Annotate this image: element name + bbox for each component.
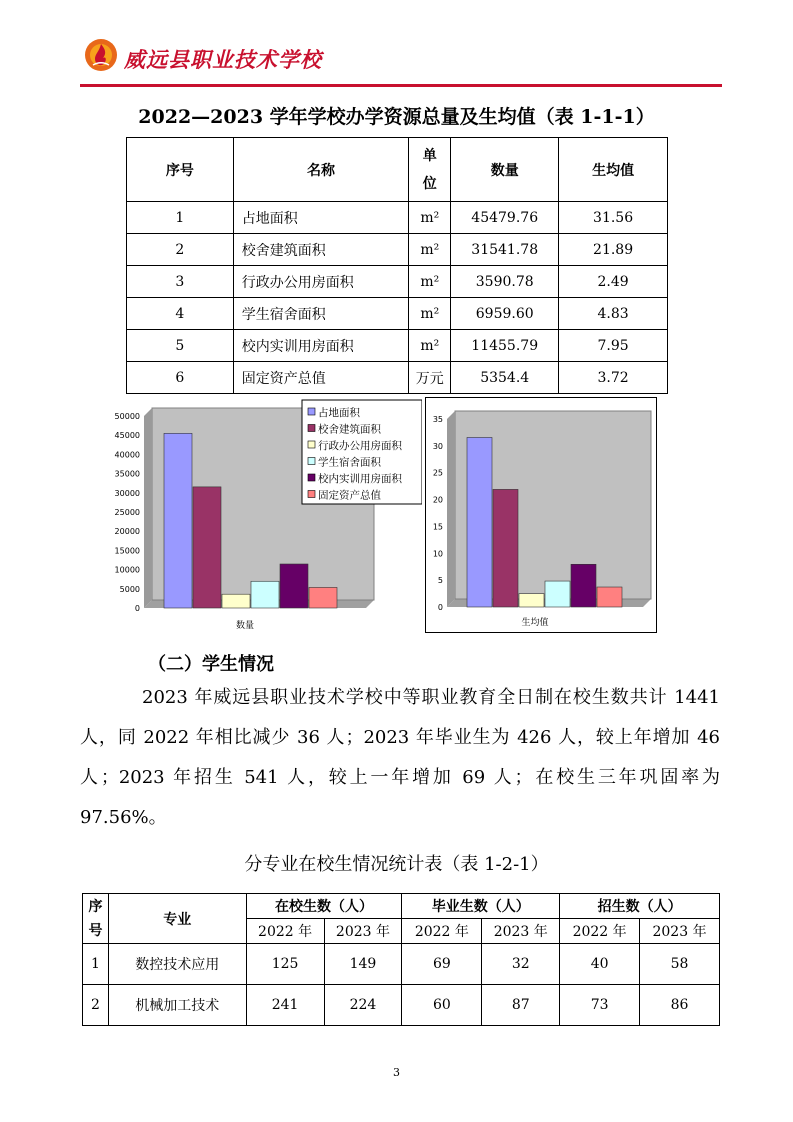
table-row (127, 234, 668, 266)
y-tick-label: 20000 (114, 527, 140, 537)
col-header-year: 2022 年 (560, 919, 640, 944)
cell-no: 4 (127, 298, 234, 330)
y-tick-label: 5000 (119, 584, 140, 594)
cell-major: 数控技术应用 (108, 944, 246, 985)
per-student-bar-chart (425, 397, 657, 633)
school-name: 威远县职业技术学校 (124, 48, 322, 72)
cell-unit: 万元 (409, 362, 451, 394)
bar (222, 594, 250, 608)
cell-value: 58 (640, 944, 720, 985)
cell-value: 73 (560, 985, 640, 1026)
legend-swatch (308, 458, 315, 465)
bar (251, 581, 279, 608)
y-tick-label: 25 (432, 468, 443, 478)
col-header-year: 2023 年 (324, 919, 402, 944)
bar (597, 587, 622, 607)
cell-value: 86 (640, 985, 720, 1026)
legend-label: 占地面积 (318, 407, 360, 419)
bar (193, 487, 221, 608)
chart-side-wall (144, 408, 152, 608)
cell-qty: 31541.78 (451, 234, 559, 266)
cell-major: 机械加工技术 (108, 985, 246, 1026)
group-header-enrolled: 在校生数（人） (246, 894, 402, 919)
table-row (127, 266, 668, 298)
y-tick-label: 35 (432, 415, 443, 424)
cell-no: 6 (127, 362, 234, 394)
y-tick-label: 45000 (114, 431, 140, 441)
x-axis-label: 数量 (235, 621, 255, 631)
cell-unit: m² (409, 234, 451, 266)
cell-name: 固定资产总值 (233, 362, 409, 394)
resource-table (126, 137, 668, 394)
bar (309, 587, 337, 608)
cell-avg: 2.49 (559, 266, 668, 298)
legend-swatch (308, 408, 315, 415)
cell-avg: 3.72 (559, 362, 668, 394)
col-header-qty: 数量 (451, 138, 559, 202)
table-header-row (83, 894, 720, 919)
cell-name: 校舍建筑面积 (233, 234, 409, 266)
cell-unit: m² (409, 330, 451, 362)
cell-name: 行政办公用房面积 (233, 266, 409, 298)
y-tick-label: 15000 (114, 546, 140, 556)
table-row (127, 362, 668, 394)
y-tick-label: 10 (432, 549, 443, 559)
col-header-no: 序号 (127, 138, 234, 202)
legend-swatch (308, 425, 315, 432)
cell-value: 149 (324, 944, 402, 985)
cell-no: 2 (127, 234, 234, 266)
cell-value: 60 (402, 985, 482, 1026)
cell-name: 学生宿舍面积 (233, 298, 409, 330)
legend-label: 固定资产总值 (318, 489, 381, 502)
y-tick-label: 0 (437, 603, 443, 612)
col-header-name: 名称 (233, 138, 409, 202)
cell-value: 69 (402, 944, 482, 985)
legend-swatch (308, 441, 315, 448)
cell-value: 241 (246, 985, 324, 1026)
section-heading: （二）学生情况 (148, 654, 274, 675)
bar (571, 564, 596, 607)
y-tick-label: 10000 (114, 565, 140, 575)
legend-swatch (308, 491, 315, 498)
x-axis-label: 生均值 (521, 618, 549, 628)
cell-name: 校内实训用房面积 (233, 330, 409, 362)
bar (493, 489, 518, 607)
table-row (83, 944, 720, 985)
col-header-year: 2023 年 (640, 919, 720, 944)
cell-value: 87 (482, 985, 560, 1026)
col-header-year: 2023 年 (482, 919, 560, 944)
y-tick-label: 20 (432, 495, 443, 505)
bar (545, 581, 570, 607)
col-header-avg: 生均值 (559, 138, 668, 202)
col-header-no: 序 号 (83, 894, 109, 944)
table-row (127, 298, 668, 330)
cell-avg: 7.95 (559, 330, 668, 362)
y-tick-label: 35000 (114, 469, 140, 479)
cell-unit: m² (409, 298, 451, 330)
cell-unit: m² (409, 266, 451, 298)
table-row (127, 202, 668, 234)
cell-avg: 4.83 (559, 298, 668, 330)
legend-label: 校舍建筑面积 (318, 423, 381, 436)
chart-side-wall (447, 411, 455, 607)
flame-logo-icon (84, 38, 118, 72)
cell-name: 占地面积 (233, 202, 409, 234)
table-row (83, 985, 720, 1026)
cell-qty: 11455.79 (451, 330, 559, 362)
cell-no: 2 (83, 985, 109, 1026)
cell-qty: 5354.4 (451, 362, 559, 394)
y-tick-label: 50000 (114, 412, 140, 421)
header-divider (80, 84, 722, 87)
cell-qty: 6959.60 (451, 298, 559, 330)
cell-qty: 45479.76 (451, 202, 559, 234)
group-header-graduates: 毕业生数（人） (402, 894, 560, 919)
page-number: 3 (393, 1066, 400, 1079)
section-paragraph: 2023 年威远县职业技术学校中等职业教育全日制在校生数共计 1441 人，同 2022 年相比减少 36 人；2023 年毕业生为 426 人，较上年增加 46 人；2023 年招生 541 人，较上一年增加 69 人；在校生三年巩固率为 97.56%。 (80, 687, 720, 828)
group-header-admissions: 招生数（人） (560, 894, 720, 919)
legend-label: 学生宿舍面积 (318, 456, 381, 469)
major-table (82, 893, 720, 1026)
y-tick-label: 0 (134, 604, 140, 613)
legend-label: 校内实训用房面积 (318, 473, 402, 485)
bar (467, 437, 492, 607)
cell-value: 125 (246, 944, 324, 985)
cell-value: 40 (560, 944, 640, 985)
legend-label: 行政办公用房面积 (318, 440, 402, 452)
col-header-year: 2022 年 (402, 919, 482, 944)
cell-qty: 3590.78 (451, 266, 559, 298)
y-tick-label: 5 (437, 576, 443, 586)
col-header-unit: 单 位 (409, 138, 451, 202)
cell-avg: 31.56 (559, 202, 668, 234)
cell-no: 1 (127, 202, 234, 234)
y-tick-label: 40000 (114, 450, 140, 460)
cell-no: 1 (83, 944, 109, 985)
table1-title: 2022—2023 学年学校办学资源总量及生均值（表 1-1-1） (138, 106, 655, 128)
y-tick-label: 30 (432, 441, 443, 451)
table-header-row (127, 138, 668, 202)
col-header-year: 2022 年 (246, 919, 324, 944)
bar (280, 564, 308, 608)
legend-swatch (308, 474, 315, 481)
quantity-bar-chart (104, 398, 422, 636)
chart-legend (302, 400, 422, 504)
cell-no: 5 (127, 330, 234, 362)
table-row (127, 330, 668, 362)
cell-value: 32 (482, 944, 560, 985)
bar (519, 594, 544, 607)
cell-unit: m² (409, 202, 451, 234)
table2-title: 分专业在校生情况统计表（表 1-2-1） (244, 854, 549, 875)
cell-value: 224 (324, 985, 402, 1026)
bar (164, 433, 192, 608)
col-header-major: 专业 (108, 894, 246, 944)
y-tick-label: 30000 (114, 488, 140, 498)
y-tick-label: 25000 (114, 508, 140, 517)
y-tick-label: 15 (432, 522, 443, 532)
cell-avg: 21.89 (559, 234, 668, 266)
page-header (80, 34, 720, 84)
cell-no: 3 (127, 266, 234, 298)
